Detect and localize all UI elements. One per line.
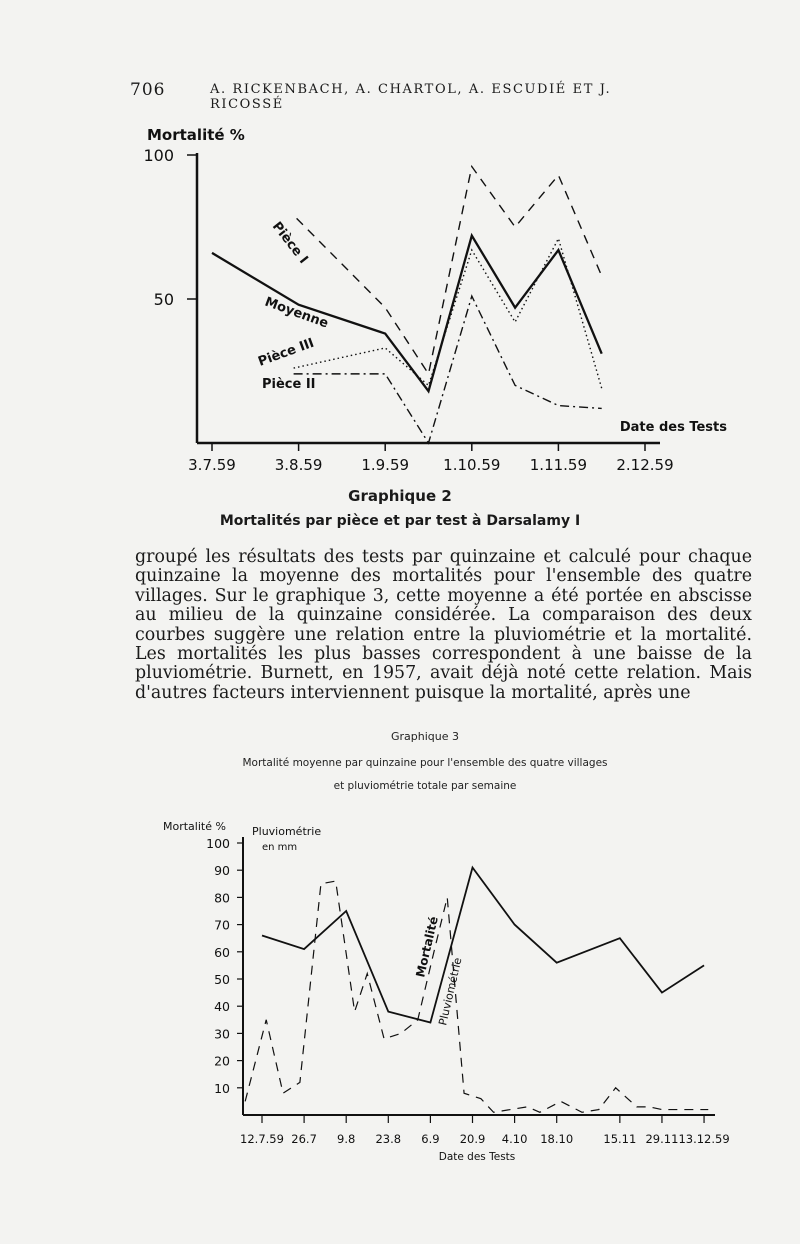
chart3-xtick-label: 26.7 — [291, 1132, 317, 1146]
chart3-ytick-label: 90 — [214, 863, 230, 879]
chart2-ylabel: Mortalité % — [147, 126, 245, 144]
chart3-xlabel: Date des Tests — [438, 1151, 516, 1163]
chart3-ytick-label: 40 — [214, 999, 230, 1015]
chart3-xtick-label: 9.8 — [337, 1132, 356, 1146]
chart3-xtick-label: 29.11 — [645, 1132, 679, 1146]
chart3-ylabel: Mortalité % — [163, 820, 226, 833]
chart3-series-mortalité — [262, 867, 704, 1022]
running-head: A. RICKENBACH, A. CHARTOL, A. ESCUDIÉ ET J. RICOSSÉ — [210, 82, 612, 112]
chart2-subtitle: Mortalités par pièce et par test à Darsalamy I — [219, 513, 581, 529]
chart3-xtick-label: 4.10 — [501, 1132, 528, 1146]
chart3-ytick-label: 30 — [214, 1026, 230, 1042]
chart3-ytick-label: 80 — [214, 890, 230, 906]
chart2-ytick-label: 100 — [143, 146, 174, 165]
page-number: 706 — [130, 80, 166, 100]
chart2-xtick-label: 2.12.59 — [616, 456, 674, 474]
chart3-ytick-label: 20 — [214, 1053, 230, 1069]
chart2-series-label: Pièce III — [256, 335, 317, 370]
chart3-ylabel2-unit: en mm — [262, 842, 298, 853]
chart2-xtick-label: 1.9.59 — [361, 456, 410, 474]
chart3-ytick-label: 60 — [214, 944, 230, 960]
chart3-series-label: Mortalité — [413, 915, 441, 979]
chart3-xtick-label: 23.8 — [375, 1132, 402, 1146]
chart2-title: Graphique 2 — [348, 487, 452, 505]
chart3-xtick-label: 20.9 — [459, 1132, 486, 1146]
chart3-series-label: Pluviométrie — [436, 956, 465, 1027]
chart3-series-pluviométrie — [245, 881, 708, 1112]
chart3-subtitle-1: Mortalité moyenne par quinzaine pour l'ensemble des quatre villages — [242, 757, 608, 769]
chart3-ytick-label: 70 — [214, 917, 230, 933]
chart2-xlabel: Date des Tests — [619, 420, 727, 435]
chart3-xtick-label: 18.10 — [540, 1132, 574, 1146]
chart3-xtick-label: 12.7.59 — [240, 1132, 284, 1146]
chart3-ytick-label: 50 — [214, 972, 230, 987]
chart2-xtick-label: 3.7.59 — [188, 456, 236, 474]
chart3-xtick-label: 6.9 — [421, 1132, 440, 1146]
chart2-ytick-label: 50 — [153, 290, 174, 309]
chart2-xtick-label: 1.10.59 — [443, 456, 501, 474]
chart2-xtick-label: 1.11.59 — [529, 456, 588, 474]
chart3-xtick-label: 15.11 — [603, 1132, 637, 1146]
chart3-subtitle-2: et pluviométrie totale par semaine — [333, 780, 517, 792]
chart3-ytick-label: 100 — [206, 836, 230, 851]
body-paragraph: groupé les résultats des tests par quinzaine et calculé pour chaque quinzaine la moyenne des mortalités pour l'ensemble des quatre villages. Sur le graphique 3, cette moyenne a été portée en abscisse au milieu de la quinzaine considérée. La comparaison des deux courbes suggère une relation entre la pluviométrie et la mortalité. Les mortalités les plus basses correspondent à une baisse de la pluviométrie. Burnett, en 1957, avait déjà noté cette relation. Mais d'autres facteurs interviennent puisque la mortalité, après une — [135, 547, 752, 703]
chart2-series-label: Moyenne — [262, 294, 331, 332]
chart2-series-label: Pièce I — [268, 219, 311, 267]
chart3-ytick-label: 10 — [214, 1080, 230, 1096]
chart2-series-label: Pièce II — [262, 377, 316, 392]
chart3-ylabel2: Pluviométrie — [252, 825, 322, 838]
chart3-xtick-label: 13.12.59 — [678, 1132, 730, 1146]
chart3-title: Graphique 3 — [390, 730, 459, 743]
chart2-xtick-label: 3.8.59 — [274, 456, 323, 474]
